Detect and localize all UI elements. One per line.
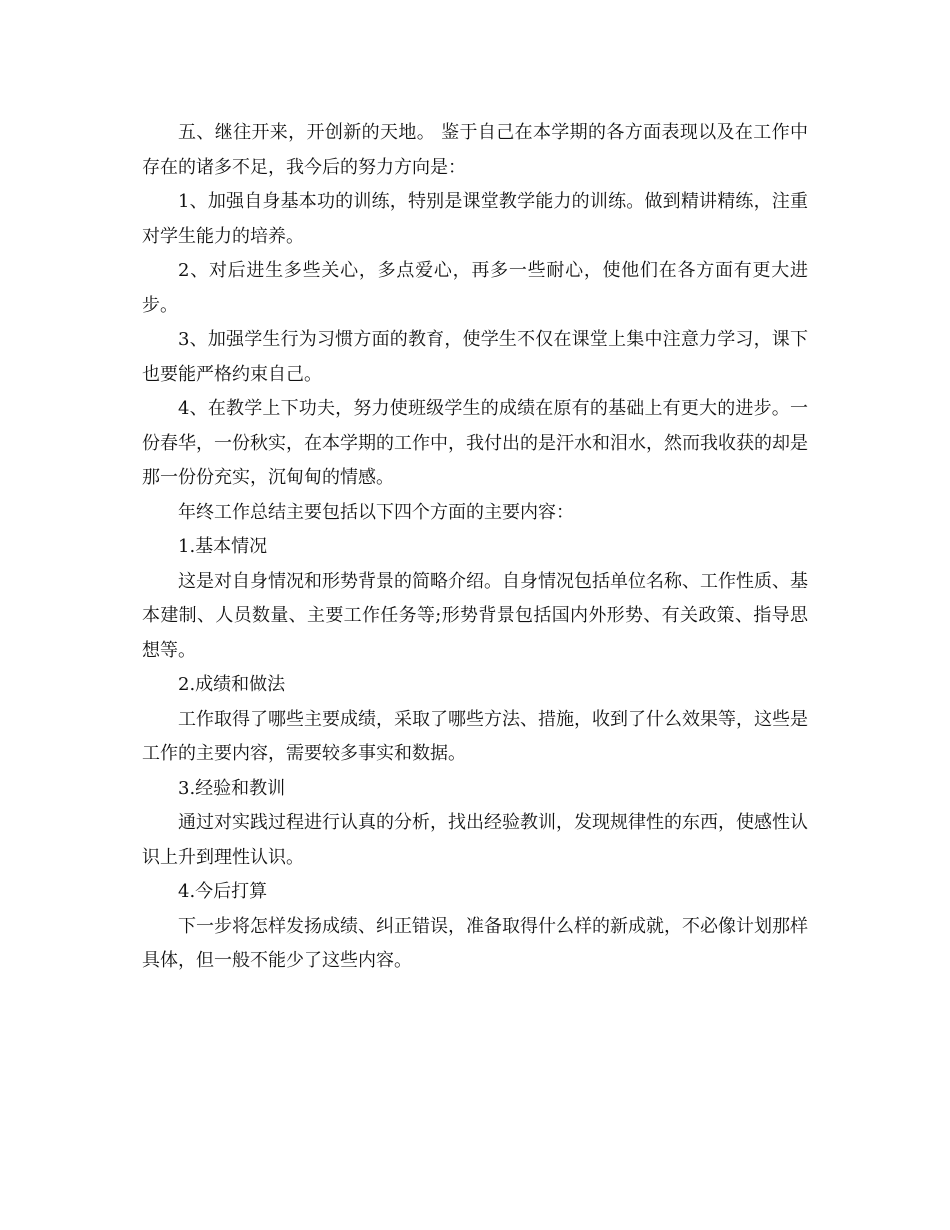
paragraph-future-direction: 五、继往开来，开创新的天地。 鉴于自己在本学期的各方面表现以及在工作中存在的诸多不足，我今后的努力方向是： — [142, 122, 808, 178]
paragraph-plans: 下一步将怎样发扬成绩、纠正错误，准备取得什么样的新成就，不必像计划那样具体，但一般不能少了这些内容。 — [142, 915, 808, 971]
paragraph-achievements: 工作取得了哪些主要成绩，采取了哪些方法、措施，收到了什么效果等，这些是工作的主要内容，需要较多事实和数据。 — [142, 708, 808, 764]
paragraph-item-4: 4、在教学上下功夫，努力使班级学生的成绩在原有的基础上有更大的进步。一份春华，一份秋实，在本学期的工作中，我付出的是汗水和泪水，然而我收获的却是那一份份充实，沉甸甸的情感。 — [142, 398, 808, 488]
section-heading-basic: 1.基本情况 — [178, 536, 268, 557]
section-heading-achievements: 2.成绩和做法 — [178, 674, 286, 695]
paragraph-summary-intro: 年终工作总结主要包括以下四个方面的主要内容： — [178, 501, 574, 523]
document-body — [142, 116, 808, 979]
paragraph-item-3: 3、加强学生行为习惯方面的教育，使学生不仅在课堂上集中注意力学习，课下也要能严格约束自己。 — [142, 329, 808, 385]
section-heading-plans: 4.今后打算 — [178, 881, 268, 902]
section-heading-lessons: 3.经验和教训 — [178, 777, 286, 799]
paragraph-lessons: 通过对实践过程进行认真的分析，找出经验教训，发现规律性的东西，使感性认识上升到理性认识。 — [142, 812, 808, 868]
paragraph-item-1: 1、加强自身基本功的训练，特别是课堂教学能力的训练。做到精讲精练，注重对学生能力的培养。 — [142, 191, 808, 247]
paragraph-basic: 这是对自身情况和形势背景的简略介绍。自身情况包括单位名称、工作性质、基本建制、人员数量、主要工作任务等;形势背景包括国内外形势、有关政策、指导思想等。 — [142, 570, 808, 661]
paragraph-item-2: 2、对后进生多些关心，多点爱心，再多一些耐心，使他们在各方面有更大进步。 — [142, 260, 808, 316]
